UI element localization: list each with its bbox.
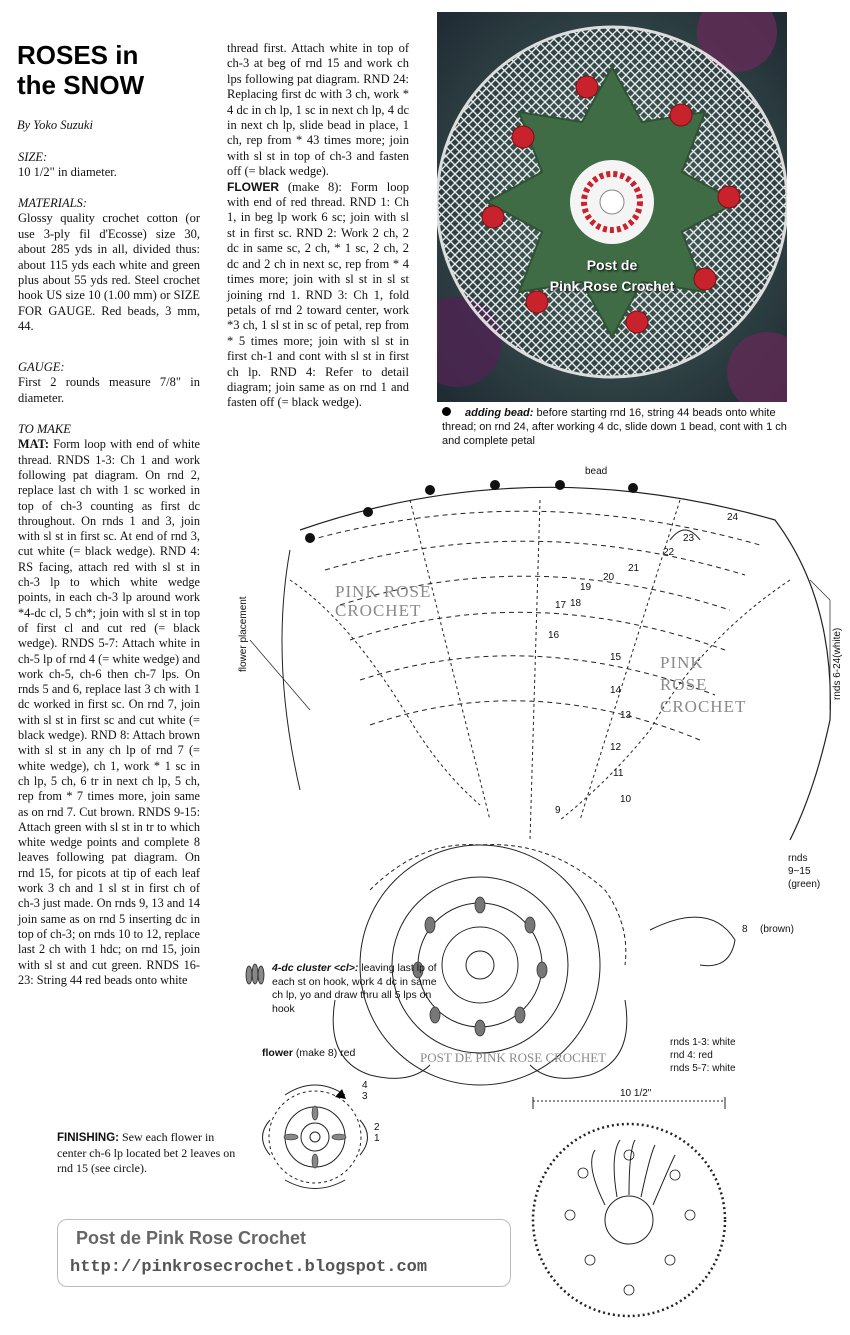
finishing-note (57, 1130, 237, 1176)
materials-section (18, 196, 200, 335)
materials-heading: MATERIALS: (18, 196, 87, 210)
watermark-2-line-2: ROSE (660, 675, 708, 694)
round-number: 14 (610, 685, 622, 696)
adding-bead-text: before starting rnd 16, string 44 beads onto white thread; on rnd 24, after working 4 dc, slide down 1 bead, cont with 1 ch and complete petal (442, 407, 787, 447)
rnds-green-line-2: 9~15 (788, 866, 811, 877)
rnds-green-line-3: (green) (788, 879, 821, 890)
photo-watermark-1: Post de (586, 257, 638, 273)
rnds-green-line-1: rnds (788, 853, 808, 864)
size-text: 10 1/2" in diameter. (18, 165, 117, 180)
flower-num: 2 (374, 1122, 380, 1133)
adding-bead-note (442, 407, 787, 448)
cluster-icon (242, 962, 268, 988)
cluster-label: 4-dc cluster <cl>: (272, 962, 359, 974)
bead-marker (555, 480, 565, 490)
gauge-text: First 2 rounds measure 7/8" in diameter. (18, 375, 200, 405)
adding-bead-label: adding bead: (465, 407, 534, 419)
round-number: 18 (570, 598, 582, 609)
cluster-note (272, 962, 437, 1016)
footer-url[interactable]: http://pinkrosecrochet.blogspot.com (70, 1258, 428, 1277)
flower-instructions: Form loop with end of red thread. RND 1: Ch 1, in beg lp work 6 sc; join with sl st in first sc. RND 2: Work 2 ch, 2 dc in same sc, 2 ch, * 1 sc, 2 ch, 2 dc and 2 ch in next sc, rep from * 4 times more; join with sl st in sl st joining rnd 1. RND 3: Ch 1, fold petals of rnd 2 toward center, work *3 ch, 1 sl st in sc of petal, rep from * 5 times more; join with sl st in first ch-1 and cont with sl st in first ch lp. RND 4: Refer to detail diagram; join same as on rnd 1 and fasten off (= black wedge). (227, 179, 409, 410)
finishing-text: Sew each flower in center ch-6 lp located bet 2 leaves on rnd 15 (see circle). (57, 1130, 236, 1175)
round-number: 19 (580, 582, 592, 593)
round-number: 21 (628, 563, 640, 574)
round-number: 22 (663, 547, 675, 558)
round-number: 20 (603, 572, 615, 583)
bead-markers (305, 480, 638, 543)
gauge-heading: GAUGE: (18, 360, 65, 374)
byline: By Yoko Suzuki (17, 118, 93, 132)
diagram-watermark-1 (335, 582, 431, 620)
flower-placement-label: flower placement (238, 596, 249, 672)
doily-photo (437, 12, 787, 402)
flower-diagram-label: flower (262, 1047, 293, 1059)
size-heading: SIZE: (18, 150, 48, 164)
legend-line-1: rnds 1-3: white (670, 1037, 736, 1048)
watermark-2-line-1: PINK (660, 653, 704, 672)
round-number: 24 (727, 512, 739, 523)
round-number: 16 (548, 630, 560, 641)
page-title (17, 40, 144, 100)
bead-marker (305, 533, 315, 543)
bead-icon (442, 407, 451, 416)
finishing-label: FINISHING: (57, 1132, 119, 1144)
round-number: 13 (620, 710, 632, 721)
watermark-2-line-3: CROCHET (660, 697, 747, 716)
flower-diagram-qualifier: (make 8) red (295, 1047, 356, 1059)
rnd8-number: 8 (742, 924, 748, 935)
instructions-col2 (227, 41, 409, 411)
legend-line-2: rnd 4: red (670, 1050, 713, 1061)
to-make-section (18, 422, 200, 988)
round-number: 12 (610, 742, 622, 753)
round-number: 15 (610, 652, 622, 663)
bead-label: bead (585, 466, 608, 477)
cluster-text: leaving last lp of each st on hook, work 4 dc in same ch lp, yo and draw thru all 5 lps on hook (272, 962, 437, 1015)
color-legend (670, 1036, 736, 1075)
mat-instructions: Form loop with end of white thread. RNDS 1-3: Ch 1 and work following pat diagram. On rnd 2, replace last ch with 1 sc worked in top of ch-3 counting as first dc throughout. On rnds 1 and 3, join with sl st in first sc. At end of rnd 3, cut white (= black wedge). RND 4: RS facing, attach red with sl st in ch-3 lp to which white wedge points, in each ch-3 lp around work *4-dc cl, 5 ch*; join with sl st in top of first cl and cut red (= black wedge). RNDS 5-7: Attach white in ch-5 lp of rnd 4 (= white wedge) and work ch-5, ch-6 then ch-7 lps. On rnds 5 and 6, replace last 3 ch with 1 dc worked in first sc. On rnd 7, join with sl st in first sc and cut white (= black wedge). RND 8: Attach brown with sl st in any ch lp of rnd 7 (= white wedge), ch 1, work * 1 sc in ch lp, 5 ch, 6 tr in next ch lp, 5 ch, rep from * 7 times more, join same as on rnd 7. Cut brown. RNDS 9-15: Attach green with sl st in tr to which white wedge points and complete 8 leaves following pat diagram. On rnd 15, for picots at tip of each leaf work 3 ch and 1 sl st in first ch of ch-3 just made. On rnds 9, 13 and 14 join same as on rnd 5 inserting dc in top of ch-3; on rnds 10 to 12, replace last 2 ch with 1 hdc; on rnd 15, join with sl st and cut green. RNDS 16-23: String 44 red beads onto white (18, 437, 201, 987)
watermark-1-line-2: CROCHET (335, 601, 422, 620)
flower-num: 4 (362, 1080, 368, 1091)
placement-diagram (525, 1095, 735, 1330)
dimension-label: 10 1/2" (620, 1088, 652, 1099)
title-line-1: ROSES in (17, 40, 139, 70)
flower-diagram-title (262, 1047, 355, 1059)
round-number: 17 (555, 600, 567, 611)
photo-watermark-2: Pink Rose Crochet (549, 278, 675, 294)
gauge-section (18, 360, 200, 406)
diagram-watermark-3: POST DE PINK ROSE CROCHET (420, 1050, 607, 1065)
footer-credit: Post de Pink Rose Crochet (76, 1228, 307, 1248)
bead-marker (363, 507, 373, 517)
diagram-watermark-2 (660, 652, 746, 718)
mat-instructions-cont: thread first. Attach white in top of ch-3 at beg of rnd 15 and work ch lps following pat diagram. RND 24: Replacing first dc with 3 ch, work * 4 dc in ch lp, 1 sc in next ch lp, 4 dc in next ch lp, slide bead in place, 1 ch, rep from * 43 times more; join with sl st in top of ch-3 and fasten off (= black wedge). (227, 41, 409, 179)
flower-num: 1 (374, 1133, 380, 1144)
bead-marker (490, 480, 500, 490)
flower-diagram-numbers (362, 1080, 380, 1144)
rnds-green-label (788, 852, 820, 891)
mat-label: MAT: (18, 437, 49, 452)
to-make-heading: TO MAKE (18, 422, 71, 436)
bead-marker (628, 483, 638, 493)
rnd8-label: (brown) (760, 924, 794, 935)
round-number: 11 (613, 768, 624, 779)
watermark-1-line-1: PINK ROSE (335, 582, 432, 601)
legend-line-3: rnds 5-7: white (670, 1063, 736, 1074)
size-section (18, 150, 200, 181)
doily-photo-drawing (437, 12, 787, 402)
flower-num: 3 (362, 1091, 368, 1102)
materials-text: Glossy quality crochet cotton (or use 3-ply fil d'Ecosse) size 30, about 285 yds in all, divided thus: about 115 yds each white and green plus about 55 yds red. Steel crochet hook US size 10 (1.00 mm) or SIZE FOR GAUGE. Red beads, 3 mm, 44. (18, 211, 200, 334)
rnds-white-label: rnds 6-24(white) (832, 627, 843, 700)
flower-qualifier: (make 8): (287, 179, 342, 194)
flower-label: FLOWER (227, 179, 279, 194)
round-number: 23 (683, 533, 695, 544)
round-number: 9 (555, 805, 561, 816)
title-line-2: the SNOW (17, 70, 145, 100)
bead-marker (425, 485, 435, 495)
round-number: 10 (620, 794, 632, 805)
